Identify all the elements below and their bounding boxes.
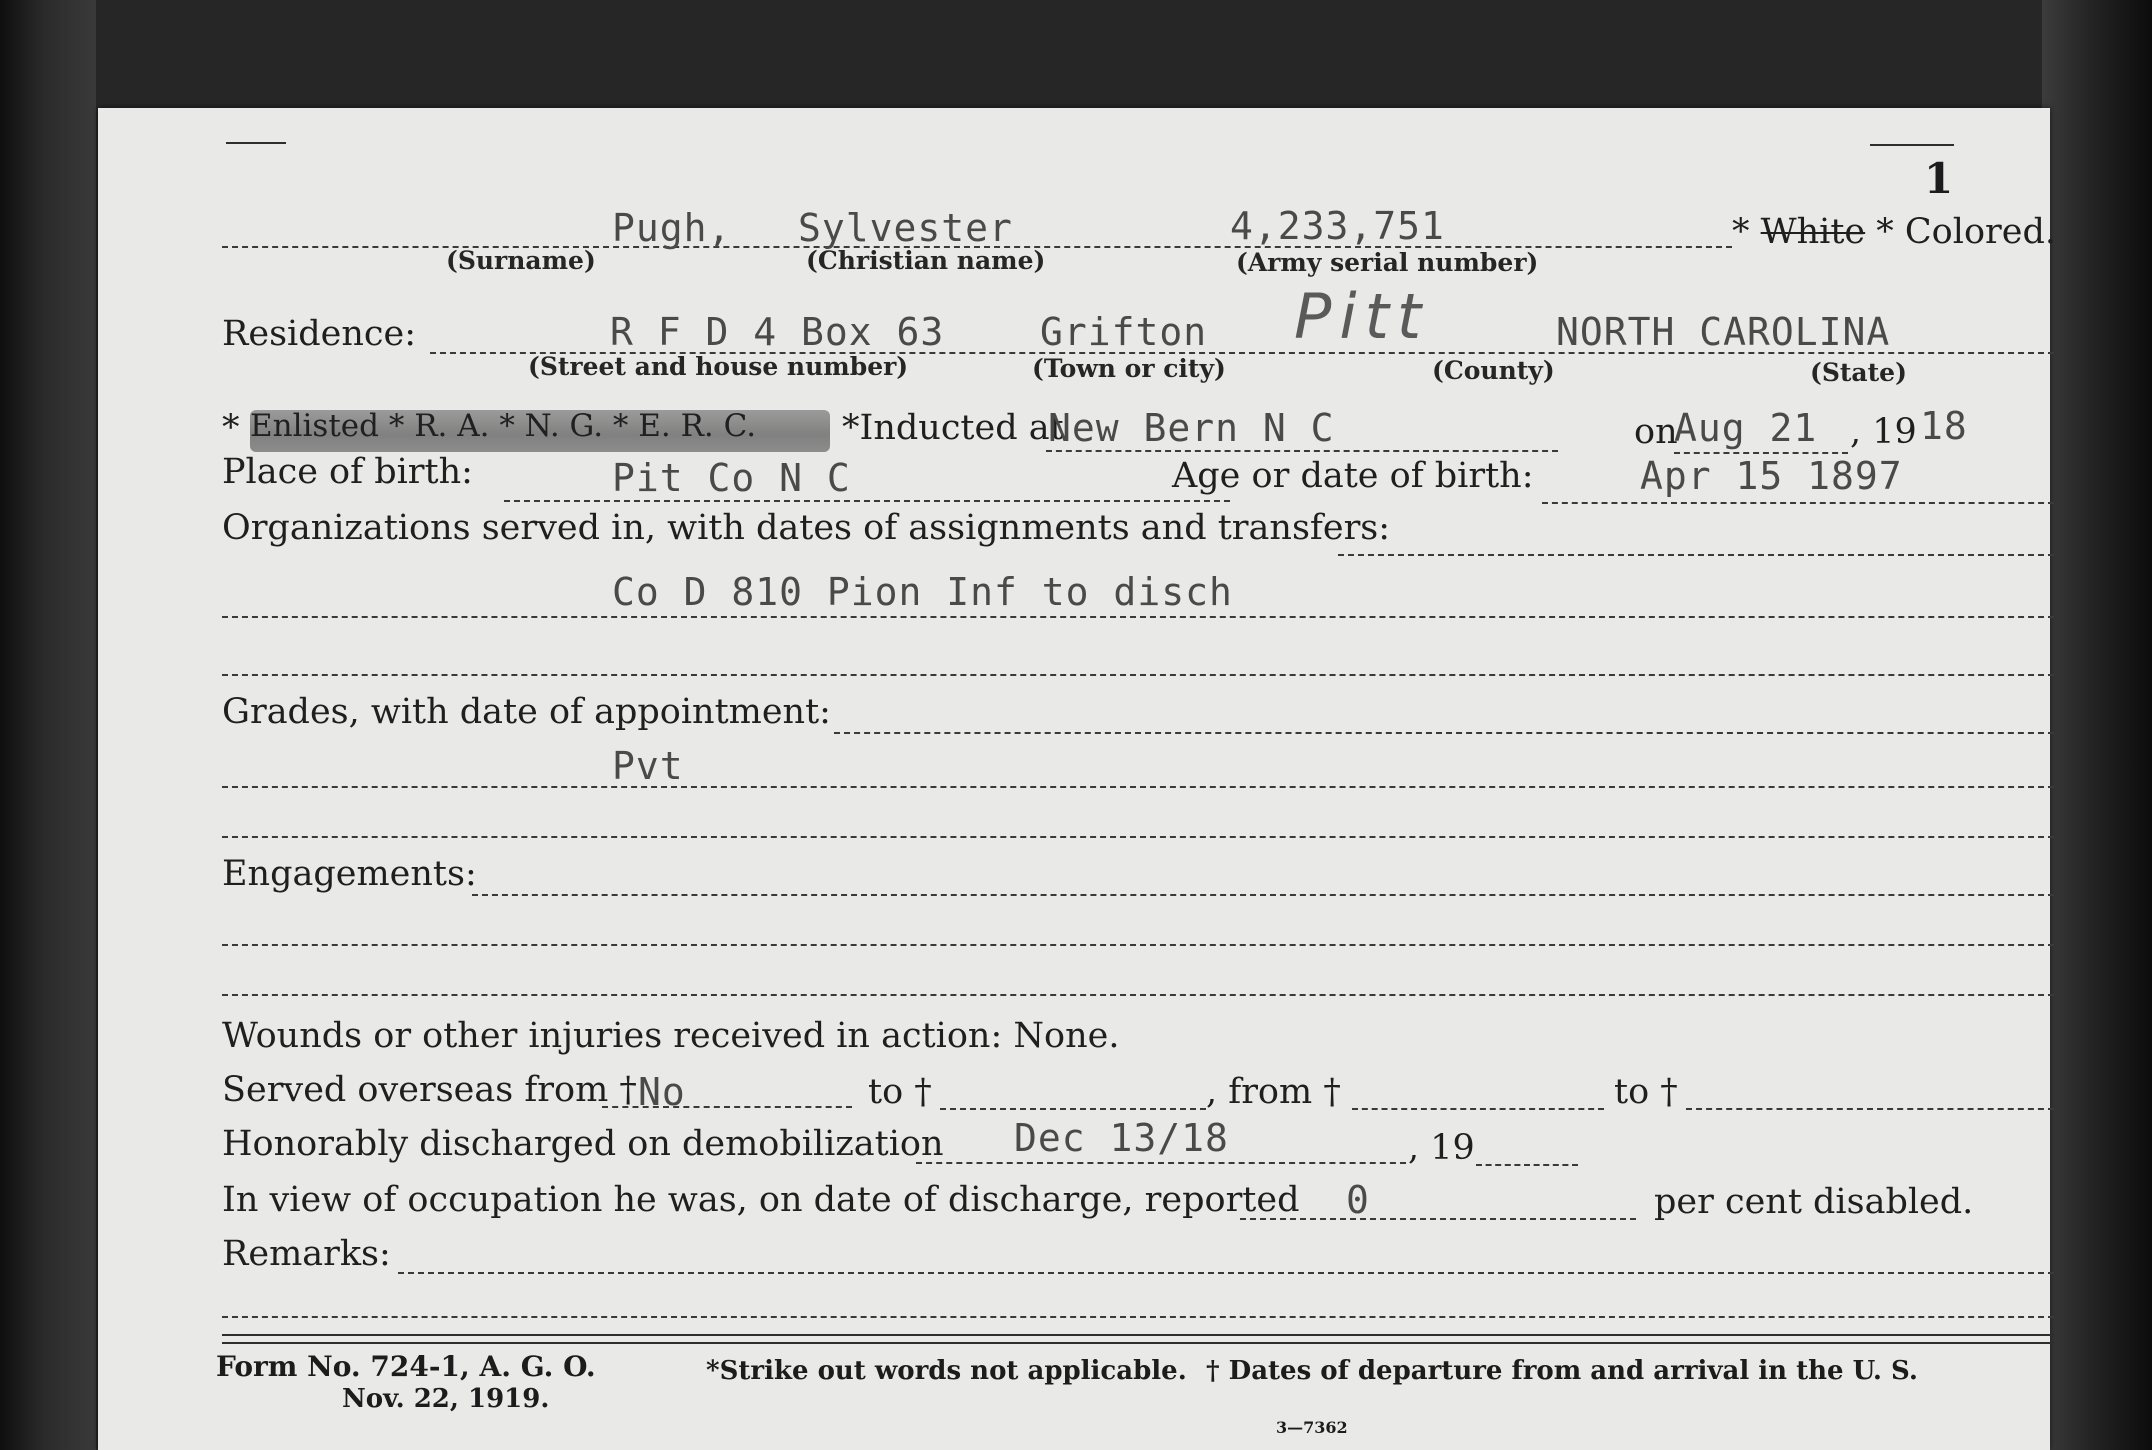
- scan-edge-right: [2042, 0, 2152, 1450]
- place-of-birth-line: [504, 500, 1230, 502]
- caption-christian-name: (Christian name): [806, 246, 1046, 275]
- residence-state-value: NORTH CAROLINA: [1556, 310, 1891, 354]
- discharge-year-line: [1476, 1164, 1578, 1166]
- age-label: Age or date of birth:: [1172, 456, 1534, 496]
- discharge-date-value: Dec 13/18: [1014, 1116, 1229, 1160]
- christian-name-value: Sylvester: [798, 206, 1013, 250]
- enlistment-options: Enlisted * R. A. * N. G. * E. R. C.: [250, 408, 757, 444]
- footer-rule-1: [222, 1334, 2054, 1336]
- caption-serial-number: (Army serial number): [1236, 248, 1539, 277]
- grades-line-2: [222, 786, 2054, 788]
- disability-line: [1240, 1218, 1636, 1220]
- engagements-line-3: [222, 994, 2054, 996]
- wounds-label: [222, 1016, 1119, 1056]
- grades-line-1: [834, 732, 2054, 734]
- remarks-label: Remarks:: [222, 1234, 391, 1274]
- overseas-to2-label: to †: [1614, 1072, 1678, 1112]
- race-colored-label: Colored.: [1904, 212, 2056, 252]
- printer-code: 3—7362: [1276, 1418, 1348, 1437]
- overseas-from-label: Served overseas from †: [222, 1070, 637, 1110]
- disability-label: In view of occupation he was, on date of discharge, reported: [222, 1180, 1300, 1220]
- residence-label: Residence:: [222, 314, 416, 354]
- place-of-birth-value: Pit Co N C: [612, 456, 851, 500]
- overseas-to2-line: [1686, 1108, 2054, 1110]
- caption-town: (Town or city): [1032, 354, 1226, 383]
- overseas-from2-label: , from †: [1206, 1072, 1341, 1112]
- strike-out-note: *Strike out words not applicable.: [706, 1356, 1187, 1386]
- organizations-line-1: [1338, 554, 2054, 556]
- organizations-entry: Co D 810 Pion Inf to disch: [612, 570, 1233, 614]
- disability-value: 0: [1346, 1178, 1370, 1222]
- residence-county-value: Pitt: [1294, 280, 1430, 353]
- induction-year-prefix: , 19: [1850, 412, 1917, 452]
- overseas-to-line: [940, 1108, 1206, 1110]
- caption-street: (Street and house number): [528, 352, 909, 381]
- residence-street-value: R F D 4 Box 63: [610, 310, 945, 354]
- place-of-birth-label: Place of birth:: [222, 452, 473, 492]
- discharge-label: Honorably discharged on demobilization: [222, 1124, 944, 1164]
- engagements-label: Engagements:: [222, 854, 477, 894]
- grades-label: Grades, with date of appointment:: [222, 692, 831, 732]
- age-line: [1542, 502, 2054, 504]
- on-label: on: [1634, 412, 1678, 452]
- overseas-from2-line: [1352, 1108, 1604, 1110]
- engagements-line-1: [472, 894, 2054, 896]
- serial-number-value: 4,233,751: [1230, 204, 1445, 248]
- disability-suffix: per cent disabled.: [1654, 1182, 1974, 1222]
- inducted-line: [1046, 450, 1558, 452]
- inducted-place-value: New Bern N C: [1048, 406, 1335, 450]
- race-white-label: White: [1760, 212, 1866, 252]
- card-number: 1: [1924, 154, 1954, 203]
- grades-entry: Pvt: [612, 744, 684, 788]
- surname-value: Pugh,: [612, 206, 732, 250]
- wounds-label-text: Wounds or other injuries received in action:: [222, 1016, 1003, 1056]
- date-of-birth-value: Apr 15 1897: [1640, 454, 1903, 498]
- induction-date-value: Aug 21: [1674, 406, 1818, 450]
- inducted-label: *Inducted at: [842, 408, 1064, 448]
- caption-county: (County): [1432, 356, 1555, 385]
- overseas-to-label: to †: [868, 1072, 932, 1112]
- wounds-value: None.: [1013, 1016, 1120, 1056]
- grades-line-3: [222, 836, 2054, 838]
- form-date: Nov. 22, 1919.: [342, 1384, 550, 1414]
- service-record-card: [98, 108, 2056, 1450]
- engagements-line-2: [222, 944, 2054, 946]
- form-number: Form No. 724-1, A. G. O.: [216, 1350, 596, 1383]
- race-white-option: * White * Colored.: [1732, 212, 2056, 252]
- organizations-label: Organizations served in, with dates of assignments and transfers:: [222, 508, 1391, 548]
- enlist-asterisk: *: [222, 408, 240, 448]
- top-left-mark: [226, 142, 286, 144]
- induction-year-value: 18: [1920, 404, 1968, 448]
- dates-note: † Dates of departure from and arrival in the U. S.: [1206, 1356, 1918, 1386]
- scan-edge-left: [0, 0, 96, 1450]
- residence-town-value: Grifton: [1040, 310, 1208, 354]
- remarks-line-1: [398, 1272, 2054, 1274]
- discharge-year-label: , 19: [1408, 1128, 1475, 1168]
- organizations-line-3: [222, 674, 2054, 676]
- footer-rule-2: [222, 1342, 2054, 1344]
- caption-surname: (Surname): [446, 246, 596, 275]
- top-right-mark: [1870, 144, 1954, 146]
- remarks-line-2: [222, 1316, 2054, 1318]
- organizations-line-2: [222, 616, 2054, 618]
- caption-state: (State): [1810, 358, 1907, 387]
- discharge-line: [916, 1162, 1406, 1164]
- overseas-from-value: No: [638, 1070, 686, 1114]
